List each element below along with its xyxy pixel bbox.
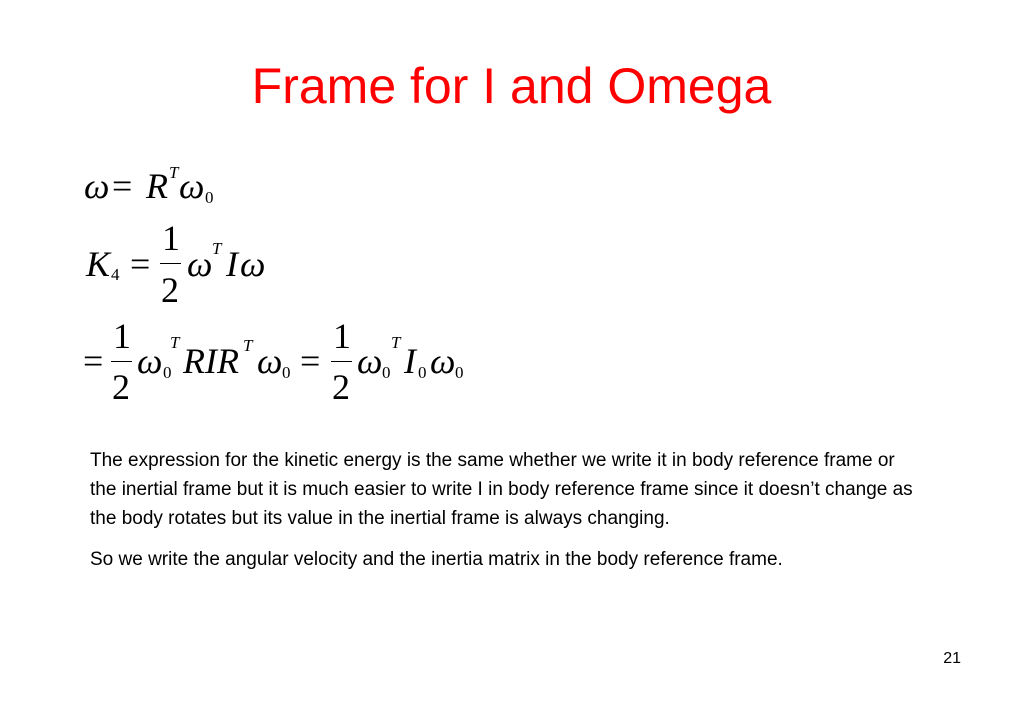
eq3-omega3-sub: 0 — [382, 363, 391, 382]
eq2-K: K — [86, 244, 111, 284]
eq3-omega1-sub: 0 — [163, 363, 172, 382]
eq2-fraction-bar — [160, 263, 181, 264]
eq1-equals: = — [112, 166, 133, 206]
eq3-denominator1: 2 — [112, 367, 130, 407]
eq2-numerator: 1 — [162, 218, 180, 258]
body-text — [90, 446, 920, 586]
eq3-omega2-sub: 0 — [282, 363, 291, 382]
paragraph-kinetic-energy: The expression for the kinetic energy is the same whether we write it in body reference frame or the inertial frame but it is much easier to write I in body reference frame since it doesn’t change as the body rotates but its value in the inertial frame is always changing. — [90, 450, 913, 529]
eq3-RIR: RIR — [183, 341, 239, 381]
slide-number: 21 — [943, 650, 961, 667]
eq3-omega1-sup: T — [170, 333, 180, 352]
eq2-K-sub: 4 — [111, 265, 120, 284]
slide-title: Frame for I and Omega — [251, 58, 772, 114]
eq2-I: I — [226, 244, 238, 284]
eq1-R-sup: T — [169, 163, 179, 182]
eq3-numerator1: 1 — [113, 316, 131, 356]
eq3-equals1: = — [83, 341, 104, 381]
eq3-omega4: ω — [430, 341, 456, 381]
eq3-omega1: ω — [137, 341, 163, 381]
eq3-equals2: = — [300, 341, 321, 381]
eq2-omega: ω — [187, 244, 213, 284]
paragraph-body-frame: So we write the angular velocity and the inertia matrix in the body reference frame. — [90, 549, 783, 570]
eq3-I0: I — [404, 341, 416, 381]
eq3-fraction-bar2 — [331, 361, 352, 362]
eq3-omega3-sup: T — [391, 333, 401, 352]
eq3-numerator2: 1 — [333, 316, 351, 356]
eq3-omega4-sub: 0 — [455, 363, 464, 382]
eq3-fraction-bar1 — [111, 361, 132, 362]
eq3-RIR-sup: T — [243, 336, 253, 355]
eq3-omega3: ω — [357, 341, 383, 381]
eq3-denominator2: 2 — [332, 367, 350, 407]
eq3-I0-sub: 0 — [418, 363, 427, 382]
eq2-omega2: ω — [240, 244, 266, 284]
eq1-omega: ω — [84, 166, 110, 206]
eq3-omega2: ω — [257, 341, 283, 381]
eq1-omega0: ω — [179, 166, 205, 206]
eq1-R: R — [146, 166, 168, 206]
eq2-omega-sup: T — [212, 239, 222, 258]
eq2-denominator: 2 — [161, 270, 179, 310]
eq1-omega0-sub: 0 — [205, 188, 214, 207]
eq2-equals: = — [130, 244, 151, 284]
